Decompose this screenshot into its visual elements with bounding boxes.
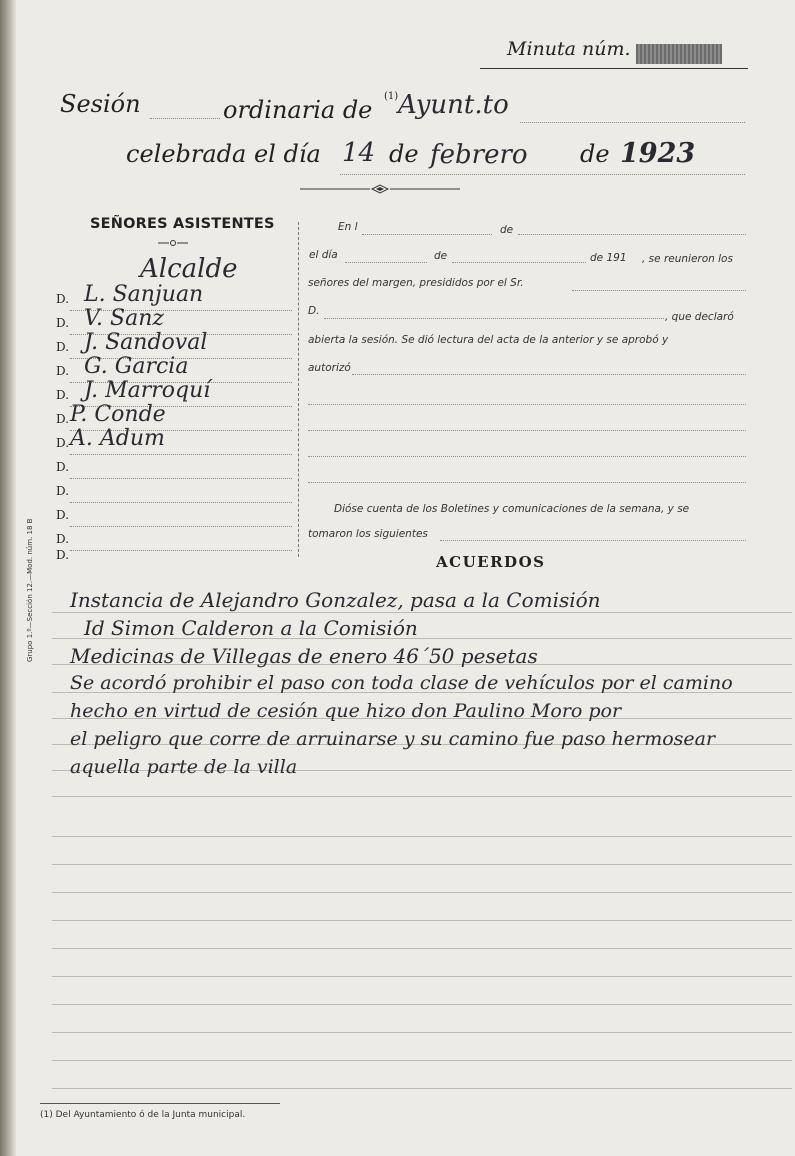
year-value: 1923	[620, 138, 696, 169]
attendee-name: A. Adum	[70, 426, 165, 451]
acuerdo-line: Instancia de Alejandro Gonzalez, pasa a la Comisión	[70, 588, 601, 612]
form-d: D.	[308, 305, 320, 317]
acuerdos-heading: ACUERDOS	[436, 553, 546, 571]
attendee-prefix: D.	[56, 412, 70, 426]
acuerdo-line: hecho en virtud de cesión que hizo don Paulino Moro por	[70, 700, 622, 722]
celebrada-label: celebrada el día	[126, 140, 321, 168]
footnote-text: (1) Del Ayuntamiento ó de la Junta municipal.	[40, 1110, 246, 1120]
attendee-prefix: D.	[56, 436, 70, 450]
attendee-name: J. Sandoval	[84, 330, 208, 355]
month-handwritten: febrero	[430, 140, 528, 170]
day-handwritten: 14	[342, 138, 376, 168]
attendee-prefix: D.	[56, 460, 70, 474]
attendee-name: L. Sanjuan	[84, 282, 204, 307]
acuerdo-line: Medicinas de Villegas de enero 46´50 pesetas	[70, 644, 538, 668]
attendee-prefix: D.	[56, 508, 70, 522]
footnote-mark: (1)	[384, 91, 399, 102]
acuerdo-line: Se acordó prohibir el paso con toda clase de vehículos por el camino	[70, 672, 733, 694]
binding-shadow	[0, 0, 16, 1156]
form-de-2: de	[434, 250, 448, 262]
sesion-label: Sesión	[60, 90, 141, 118]
attendee-name: P. Conde	[70, 402, 166, 427]
form-de: de	[500, 224, 514, 236]
form-presididos: señores del margen, presididos por el Sr.	[308, 277, 524, 289]
form-reunieron: , se reunieron los	[642, 253, 733, 265]
column-divider	[298, 222, 299, 557]
attendee-prefix: D.	[56, 548, 70, 562]
acuerdo-line: el peligro que corre de arruinarse y su camino fue paso hermosear	[70, 728, 716, 750]
form-abierta: abierta la sesión. Se dió lectura del acta de la anterior y se aprobó y	[308, 334, 669, 346]
form-el-dia: el día	[309, 249, 338, 261]
ordinaria-label: ordinaria de	[223, 96, 373, 124]
acuerdo-line: aquella parte de la villa	[70, 756, 298, 778]
redacted-number	[636, 44, 722, 64]
minuta-underline	[480, 68, 748, 69]
acuerdo-line: Id Simon Calderon a la Comisión	[84, 616, 418, 640]
attendee-prefix: D.	[56, 316, 70, 330]
footnote-rule	[40, 1103, 280, 1104]
attendee-name: V. Sanz	[84, 306, 164, 331]
attendee-prefix: D.	[56, 340, 70, 354]
attendee-prefix: D.	[56, 388, 70, 402]
form-en: En l	[338, 221, 358, 233]
form-boletines-2: tomaron los siguientes	[308, 528, 428, 540]
attendee-prefix: D.	[56, 532, 70, 546]
corporacion-handwritten: Ayunt.to	[398, 90, 509, 120]
attendee-name: J. Marroquí	[84, 378, 211, 403]
de-label-1: de	[389, 140, 419, 168]
attendees-heading: SEÑORES ASISTENTES	[90, 216, 275, 232]
form-year: de 191	[590, 252, 627, 264]
form-declaro: , que declaró	[665, 311, 734, 323]
heading-ornament	[158, 239, 188, 247]
de-label-2: de	[580, 140, 610, 168]
attendee-prefix: D.	[56, 364, 70, 378]
margin-form-code: Grupo 1.º—Sección 12.—Mod. núm. 18 B	[26, 518, 34, 662]
form-boletines-1: Dióse cuenta de los Boletines y comunicaciones de la semana, y se	[334, 503, 690, 515]
minuta-label: Minuta núm.	[507, 38, 631, 60]
attendee-prefix: D.	[56, 292, 70, 306]
attendee-name: G. Garcia	[84, 354, 189, 379]
form-autorizo: autorizó	[308, 362, 351, 374]
role-alcalde: Alcalde	[140, 254, 238, 284]
ornament-divider	[300, 184, 460, 194]
attendee-prefix: D.	[56, 484, 70, 498]
